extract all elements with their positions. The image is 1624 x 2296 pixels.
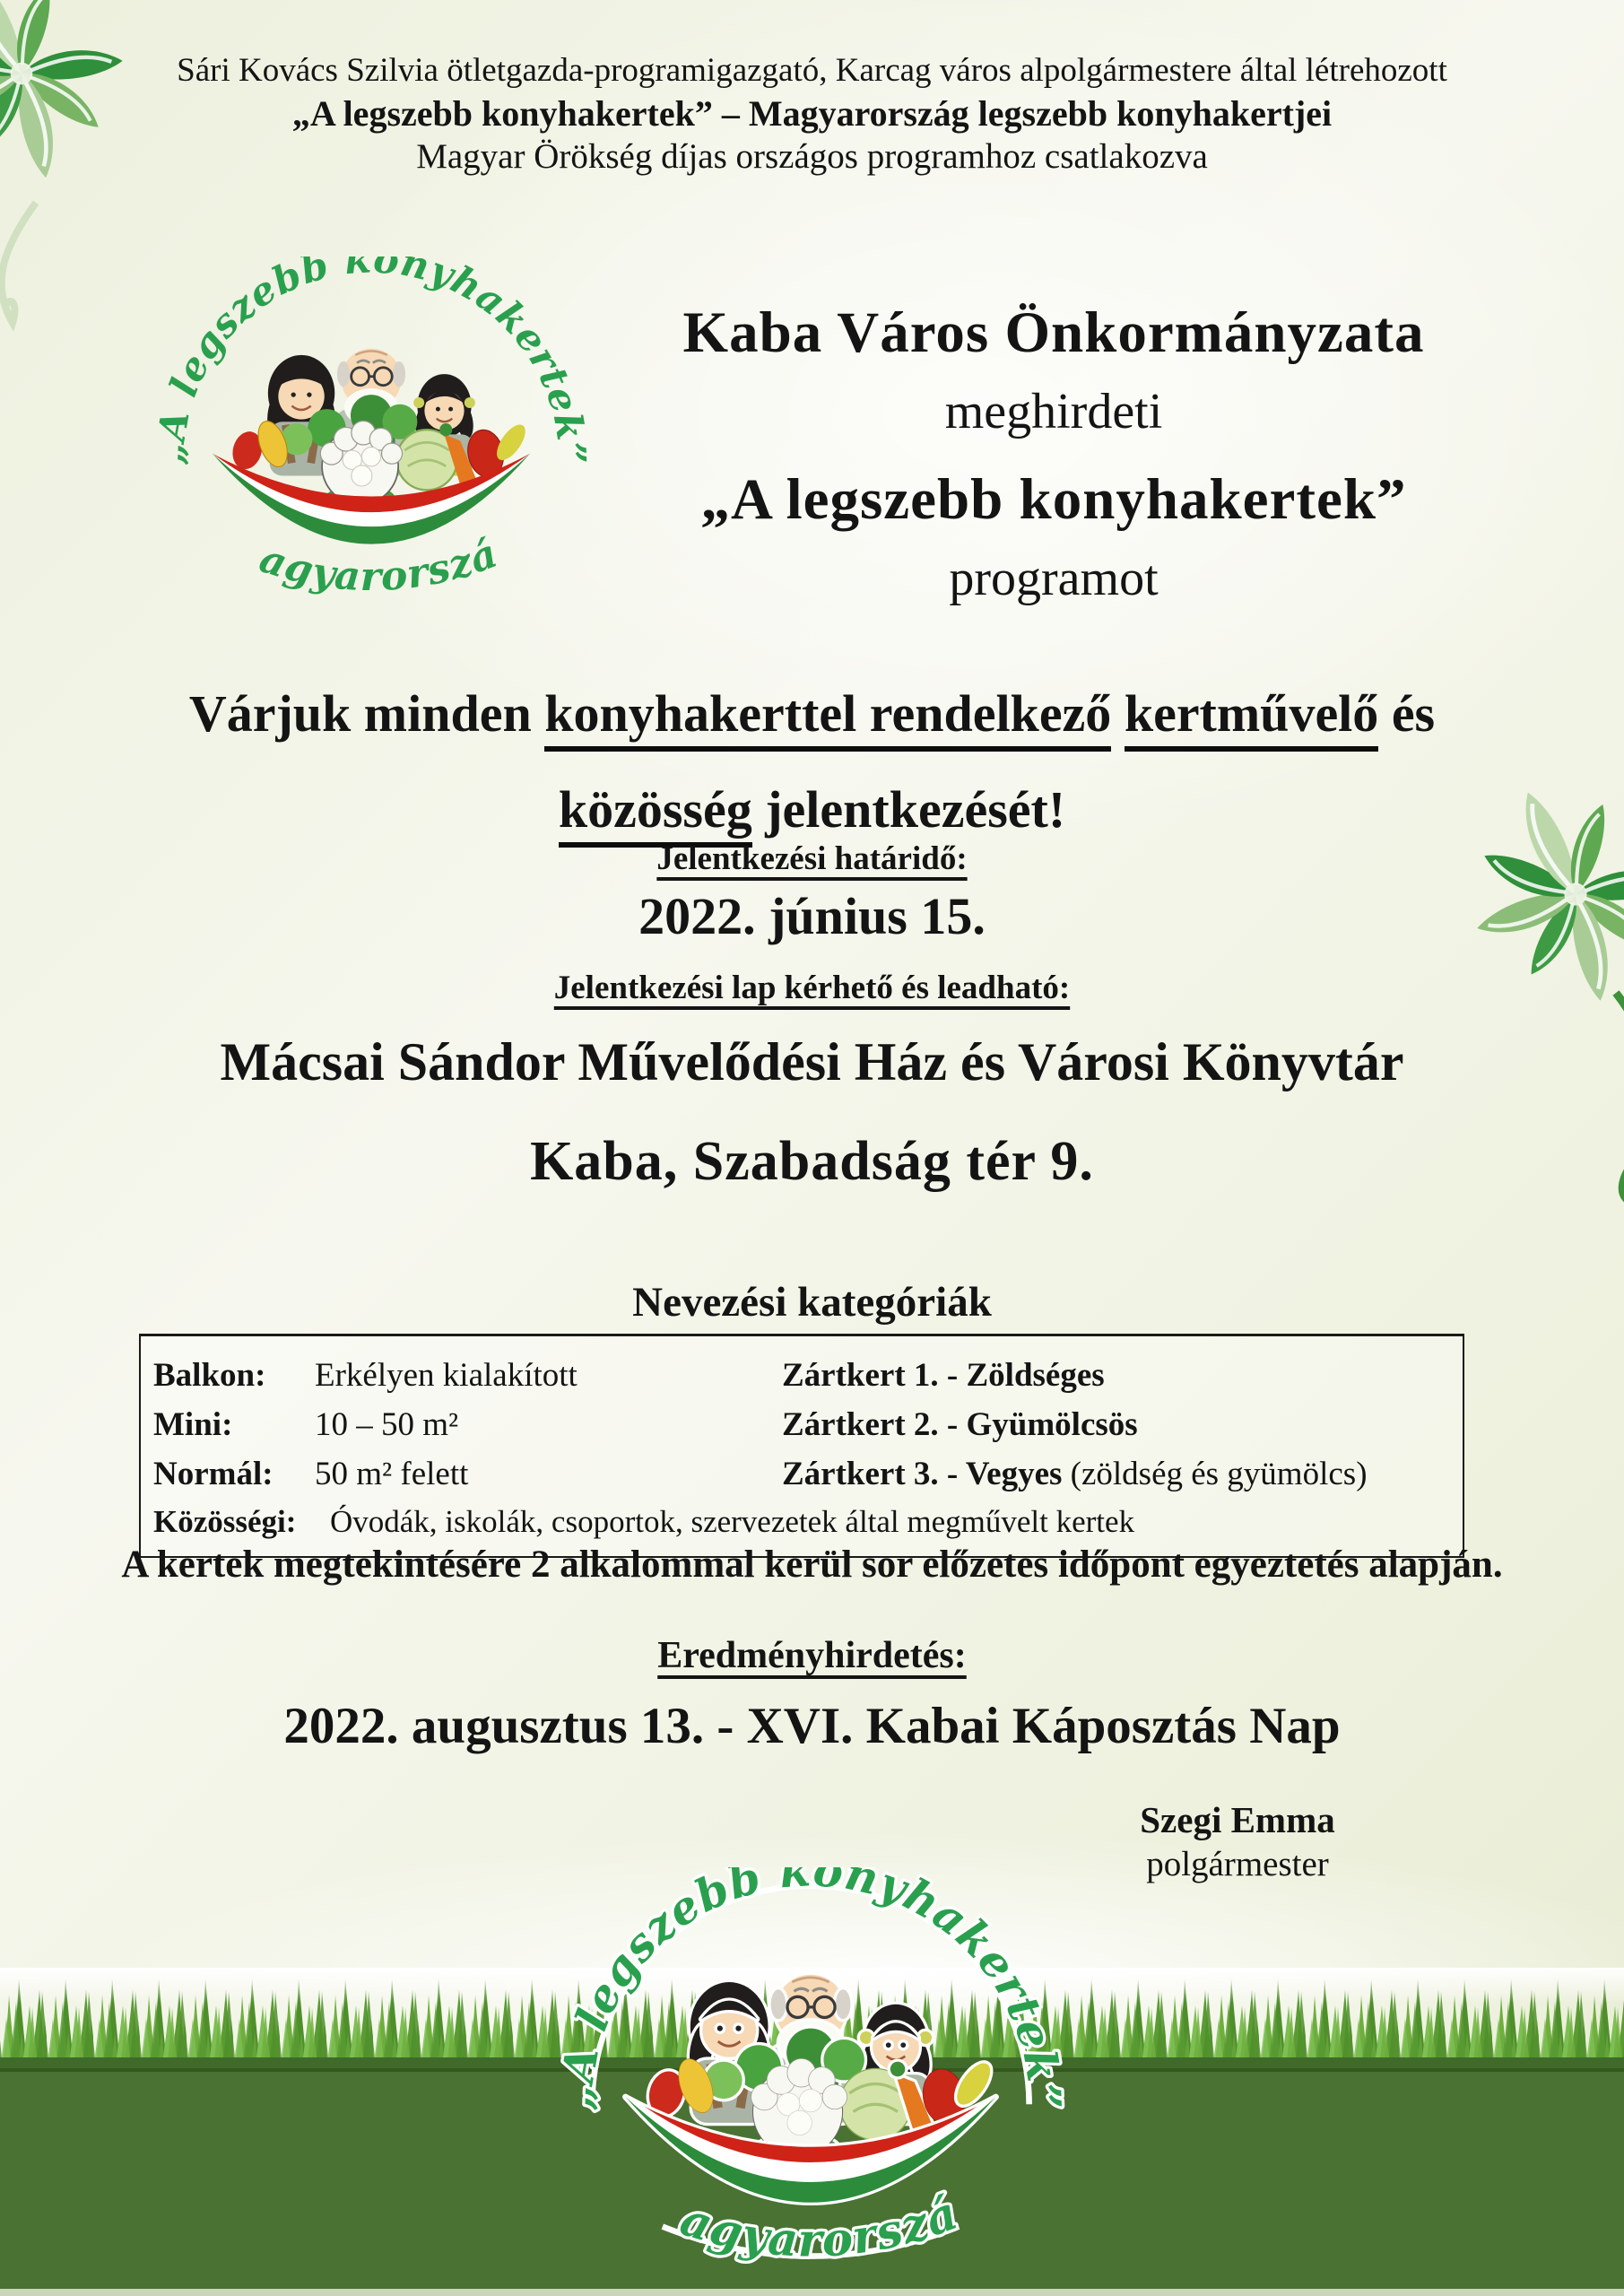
table-row	[153, 1449, 1463, 1499]
category-zone: Zártkert 3. - Vegyes (zöldség és gyümölcs)	[782, 1456, 1368, 1492]
colon: :	[255, 1357, 266, 1394]
signature-title: polgármester	[1146, 1845, 1329, 1884]
categories-title: Nevezési kategóriák	[632, 1279, 992, 1326]
announcement-program-word: programot	[949, 551, 1159, 606]
category-label: Mini	[153, 1406, 222, 1443]
category-desc: 50 m² felett	[315, 1456, 469, 1492]
results-event: 2022. augusztus 13. - XVI. Kabai Káposztás Nap	[283, 1698, 1341, 1754]
invitation-plain-1: Várjuk minden	[188, 684, 545, 743]
application-address: Kaba, Szabadság tér 9.	[530, 1131, 1094, 1192]
invitation-text	[54, 665, 1570, 858]
application-label: Jelentkezési lap kérhető és leadható:	[553, 970, 1071, 1006]
table-row	[153, 1351, 1463, 1400]
invitation-underlined-3: közösség	[559, 780, 752, 848]
colon: :	[221, 1406, 233, 1443]
header-line-3: Magyar Örökség díjas országos programhoz csatlakozva	[416, 136, 1208, 176]
header-line-2: „A legszebb konyhakertek” – Magyarország legszebb konyhakertjei	[291, 92, 1333, 134]
header-line-1: Sári Kovács Szilvia ötletgazda-programigazgató, Karcag város alpolgármestere által létrehozott	[177, 52, 1447, 89]
invitation-underlined-1: konyhakerttel rendelkező	[544, 684, 1111, 752]
application-venue: Mácsai Sándor Művelődési Ház és Városi Könyvtár	[220, 1032, 1404, 1091]
invitation-plain-3: és	[1378, 684, 1436, 743]
category-zone: Zártkert 2. - Gyümölcsös	[782, 1406, 1138, 1443]
results-label: Eredményhirdetés:	[657, 1635, 967, 1676]
colon: :	[285, 1504, 297, 1539]
invitation-plain-4: jelentkezését!	[751, 780, 1066, 839]
category-label: Közösségi	[153, 1504, 286, 1539]
category-desc: Óvodák, iskolák, csoportok, szervezetek által megművelt kertek	[330, 1504, 1135, 1539]
category-desc: Erkélyen kialakított	[315, 1357, 578, 1394]
deadline-date: 2022. június 15.	[638, 887, 986, 945]
categories-table	[139, 1334, 1464, 1558]
program-logo-bottom	[533, 1867, 1089, 2296]
announcement-program-name: „A legszebb konyhakertek”	[700, 467, 1407, 532]
category-zone: Zártkert 1. - Zöldséges	[782, 1357, 1105, 1394]
invitation-plain-2	[1111, 684, 1125, 743]
table-row	[153, 1499, 1463, 1545]
program-logo-top	[133, 257, 610, 625]
colon: :	[262, 1456, 274, 1492]
announcement-verb: meghirdeti	[944, 384, 1163, 439]
signature-name: Szegi Emma	[1140, 1799, 1335, 1840]
header-block	[0, 50, 1624, 178]
category-label: Balkon	[153, 1357, 256, 1394]
category-desc: 10 – 50 m²	[315, 1406, 459, 1443]
deadline-label: Jelentkezési határidő:	[656, 840, 968, 877]
invitation-underlined-2: kertművelő	[1125, 684, 1379, 752]
category-label: Normál	[153, 1456, 263, 1492]
visit-note: A kertek megtekintésére 2 alkalommal kerül sor előzetes időpont egyeztetés alapján.	[121, 1544, 1503, 1586]
table-row	[153, 1400, 1463, 1449]
announcement-municipality: Kaba Város Önkormányzata	[682, 300, 1425, 365]
announcement-block	[502, 300, 1605, 633]
